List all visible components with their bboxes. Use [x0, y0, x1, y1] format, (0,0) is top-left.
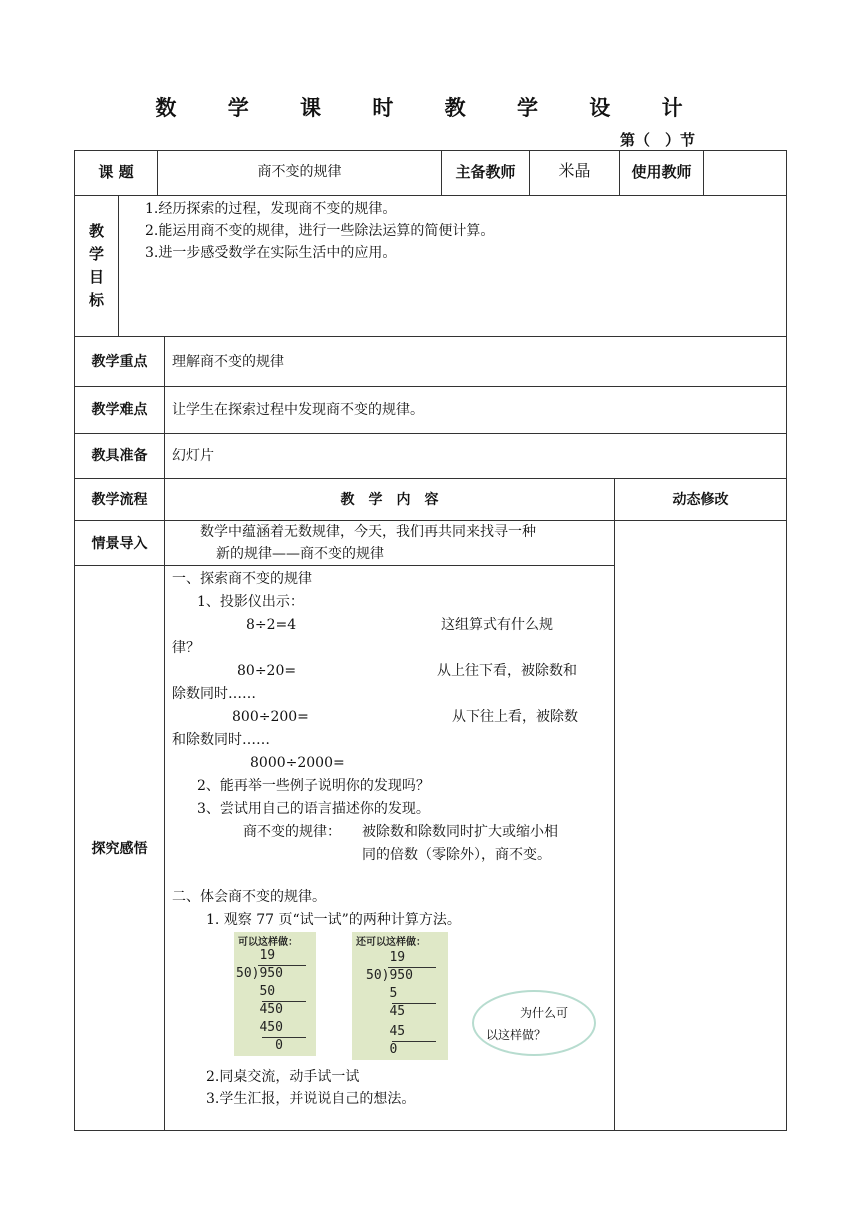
division-line: 450	[236, 1020, 283, 1035]
division-line: 5	[366, 986, 398, 1001]
key-point-label: 教学重点	[91, 354, 148, 370]
intro-line: 新的规律——商不变的规律	[216, 546, 384, 562]
step-text: 3、尝试用自己的语言描述你的发现。	[197, 801, 430, 817]
division-line: 50	[236, 984, 276, 999]
goal-item: 3.进一步感受数学在实际生活中的应用。	[145, 245, 397, 261]
row-line	[74, 195, 787, 196]
division-line: 0	[366, 1042, 398, 1057]
question-text: 从上往下看，被除数和	[437, 663, 577, 679]
part1-title: 一、探索商不变的规律	[172, 571, 312, 587]
materials-value: 幻灯片	[172, 448, 214, 464]
row-line	[74, 433, 787, 434]
question-text: 律？	[172, 640, 200, 656]
division-bar	[392, 1041, 436, 1042]
col-line	[614, 478, 615, 1131]
question-text: 和除数同时……	[172, 732, 270, 748]
table-border-bottom	[74, 1130, 787, 1131]
step-text: 1、投影仪出示：	[197, 594, 304, 610]
equation: 800÷200=	[232, 709, 309, 725]
topic-label: 课 题	[98, 163, 134, 181]
bubble-text: 为什么可	[520, 1006, 569, 1020]
question-text: 从下往上看，被除数	[452, 709, 578, 725]
equation: 8000÷2000=	[250, 755, 345, 771]
example-heading: 可以这样做：	[238, 937, 298, 948]
materials-label: 教具准备	[91, 448, 148, 464]
key-point-value: 理解商不变的规律	[172, 354, 284, 370]
equation: 80÷20=	[237, 663, 297, 679]
row-line	[74, 565, 615, 566]
goal-item: 2.能运用商不变的规律，进行一些除法运算的简便计算。	[145, 223, 495, 239]
intro-line: 数学中蕴涵着无数规律，今天，我们再共同来找寻一种	[200, 524, 536, 540]
rule-label: 商不变的规律：	[243, 824, 341, 840]
explore-label: 探究感悟	[91, 841, 148, 857]
division-line: 50)950	[366, 968, 413, 983]
division-line: 19	[236, 948, 276, 963]
division-example-image	[352, 932, 448, 1060]
flow-label: 教学流程	[91, 492, 148, 508]
division-example-image	[234, 932, 316, 1056]
rule-text: 同的倍数（零除外），商不变。	[362, 847, 551, 863]
question-bubble	[472, 990, 596, 1056]
goals-label-char: 标	[88, 291, 104, 309]
intro-label: 情景导入	[91, 536, 148, 552]
col-line	[118, 195, 119, 337]
lead-teacher-label: 主备教师	[455, 163, 516, 181]
equation: 8÷2=4	[246, 617, 297, 633]
content-header: 教 学 内 容	[340, 492, 439, 508]
topic-value: 商不变的规律	[257, 164, 342, 180]
division-line: 19	[366, 950, 406, 965]
page-title: 数 学 课 时 教 学 设 计	[155, 96, 705, 120]
question-text: 这组算式有什么规	[441, 617, 553, 633]
question-text: 除数同时……	[172, 686, 256, 702]
division-line: 45	[366, 1024, 406, 1039]
row-line	[74, 386, 787, 387]
difficulty-value: 让学生在探索过程中发现商不变的规律。	[172, 402, 424, 418]
user-teacher-label: 使用教师	[631, 163, 692, 181]
example-heading: 还可以这样做：	[356, 937, 426, 948]
division-line: 0	[236, 1038, 283, 1053]
col-line	[164, 336, 165, 1131]
division-line: 50)950	[236, 966, 283, 981]
step-text: 2、能再举一些例子说明你的发现吗？	[197, 778, 430, 794]
bubble-text: 以这样做？	[486, 1028, 547, 1042]
lead-teacher-value: 米晶	[558, 161, 591, 180]
goals-label-char: 教	[88, 222, 104, 240]
division-line: 45	[366, 1004, 406, 1019]
goal-item: 1.经历探索的过程，发现商不变的规律。	[145, 201, 397, 217]
difficulty-label: 教学难点	[91, 402, 148, 418]
step-text: 2.同桌交流，动手试一试	[206, 1069, 360, 1085]
goals-label-char: 目	[88, 268, 104, 286]
rule-text: 被除数和除数同时扩大或缩小相	[362, 824, 558, 840]
division-line: 450	[236, 1002, 283, 1017]
row-line	[74, 478, 787, 479]
table-border-right	[786, 150, 787, 1131]
step-text: 3.学生汇报，并说说自己的想法。	[206, 1091, 416, 1107]
part2-title: 二、体会商不变的规律。	[172, 889, 326, 905]
table-border-top	[74, 150, 787, 151]
revision-header: 动态修改	[672, 492, 729, 508]
goals-label-char: 学	[88, 245, 104, 263]
col-line	[703, 150, 704, 196]
section-number: 第（ ）节	[620, 131, 696, 149]
step-text: 1. 观察 77 页“试一试”的两种计算方法。	[206, 912, 461, 928]
row-line	[74, 336, 787, 337]
